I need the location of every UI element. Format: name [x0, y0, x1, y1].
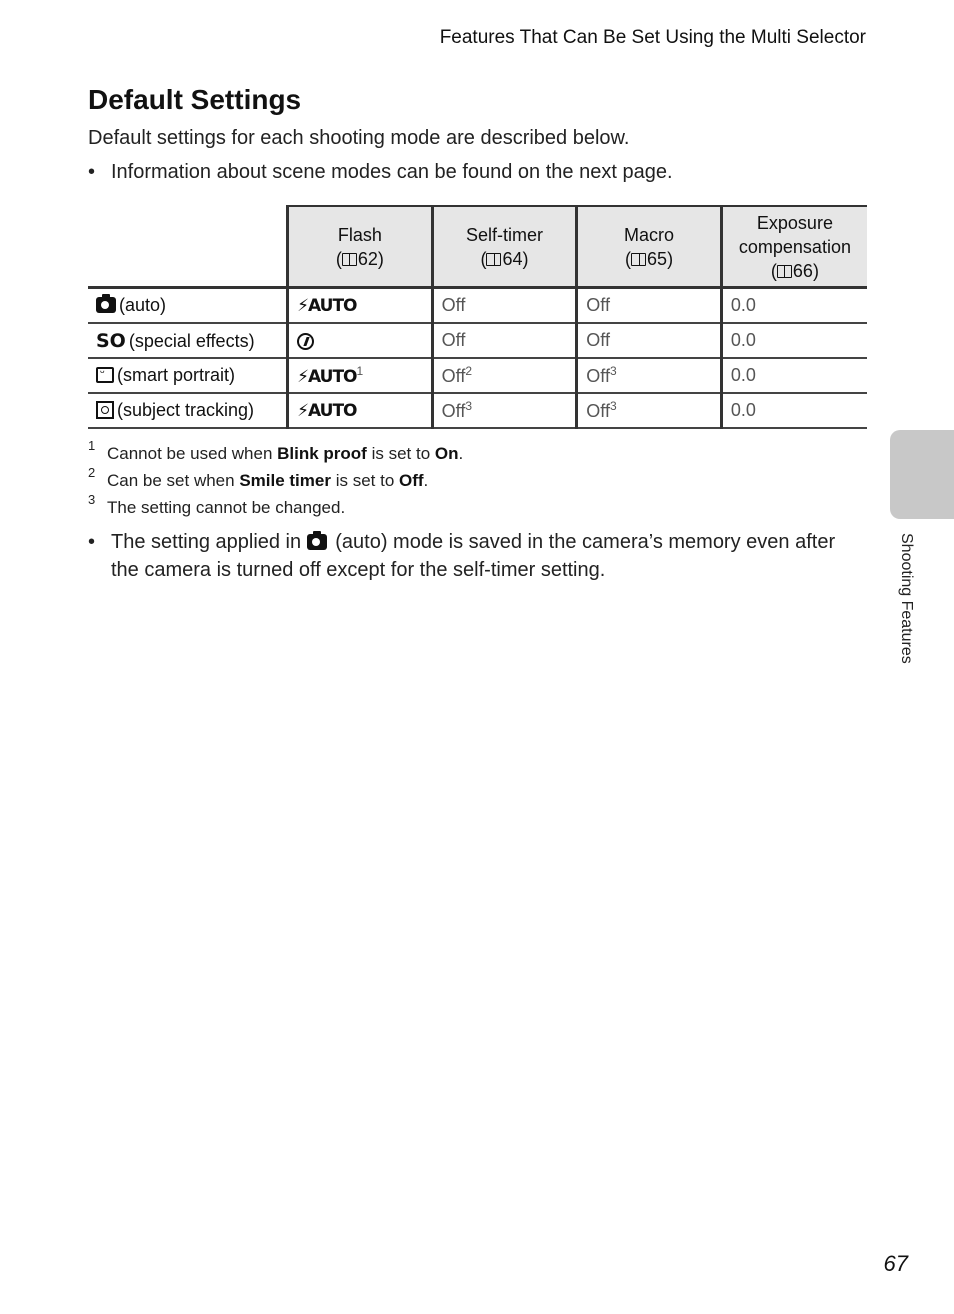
flash-cell	[288, 358, 433, 393]
header-blank	[88, 206, 288, 288]
header-label: Exposure	[756, 212, 833, 233]
book-icon	[777, 265, 792, 278]
exposure-cell	[721, 323, 867, 358]
footnote-item	[88, 494, 463, 521]
header-ref: 64	[502, 248, 523, 269]
footnote-part: is set to	[330, 471, 399, 490]
intro-text: Default settings for each shooting mode are described below.	[88, 127, 630, 149]
table-row	[88, 323, 867, 358]
header-ref: 66	[792, 260, 813, 281]
footnote-text	[107, 498, 345, 517]
book-icon	[342, 253, 357, 266]
bullet-text: Information about scene modes can be found on the next page.	[111, 161, 673, 183]
header-ref: 62	[357, 248, 378, 269]
bullet-text	[111, 528, 848, 584]
footnote-text	[107, 444, 463, 463]
camera-icon	[307, 534, 327, 550]
header-flash: Flash ( 62)	[288, 206, 433, 288]
footnote-text	[107, 471, 428, 490]
macro-cell	[577, 358, 722, 393]
special-effects-icon: SO	[96, 329, 126, 352]
exposure-cell	[721, 288, 867, 324]
subject-tracking-icon	[96, 401, 114, 419]
footnotes	[88, 440, 463, 521]
self-timer-cell	[432, 323, 577, 358]
footnote-part: Cannot be used when	[107, 444, 278, 463]
cell-value: Off	[586, 366, 610, 386]
table-header-row	[88, 206, 867, 288]
page-number: 67	[883, 1251, 908, 1276]
camera-icon	[96, 297, 116, 313]
bullet-item	[88, 528, 848, 584]
flash-auto-icon: ⚡AUTO	[297, 367, 357, 387]
exposure-cell	[721, 358, 867, 393]
cell-value: Off	[441, 295, 466, 315]
book-icon	[486, 253, 501, 266]
table-row	[88, 288, 867, 324]
footnote-ref: 3	[465, 399, 473, 413]
flash-auto-icon: ⚡AUTO	[297, 401, 357, 421]
self-timer-cell	[432, 393, 577, 428]
mode-cell	[88, 393, 288, 428]
footnote-bold: Blink proof	[277, 444, 367, 463]
mode-label: (special effects)	[128, 330, 255, 351]
bullet-part: The setting applied in	[111, 531, 307, 553]
running-header: Features That Can Be Set Using the Multi Selector	[439, 27, 866, 48]
smart-portrait-icon	[96, 367, 114, 383]
self-timer-cell	[432, 358, 577, 393]
header-label: Macro	[624, 224, 675, 245]
header-ref: 65	[647, 248, 668, 269]
cell-value: Off	[586, 295, 610, 315]
cell-value: 0.0	[730, 295, 756, 315]
self-timer-cell	[432, 288, 577, 324]
flash-auto-icon: ⚡AUTO	[297, 296, 357, 316]
bullet-item	[88, 158, 848, 186]
macro-cell	[577, 288, 722, 324]
header-macro: Macro ( 65)	[577, 206, 722, 288]
bullet-part: (auto) mode is saved in the camera’s memory even after the camera is turned off except for the self-timer setting.	[111, 531, 836, 581]
footnote-part: .	[423, 471, 429, 490]
footnote-ref: 3	[609, 364, 617, 378]
page-title: Default Settings	[88, 84, 302, 115]
chapter-tab	[890, 430, 954, 519]
cell-value: Off	[441, 401, 466, 421]
table-row	[88, 358, 867, 393]
exposure-cell	[721, 393, 867, 428]
table-row	[88, 393, 867, 428]
footnote-item	[88, 467, 463, 494]
cell-value: Off	[586, 330, 610, 350]
mode-cell	[88, 358, 288, 393]
flash-cell	[288, 393, 433, 428]
book-icon	[631, 253, 646, 266]
macro-cell	[577, 323, 722, 358]
footnote-bold: Smile timer	[239, 471, 331, 490]
header-label: Self-timer	[465, 224, 543, 245]
header-exposure-compensation: Exposure compensation ( 66)	[721, 206, 867, 288]
mode-cell	[88, 288, 288, 324]
footnote-number: 3	[88, 492, 96, 507]
mode-label: (auto)	[119, 295, 167, 315]
mode-label: (subject tracking)	[117, 400, 255, 420]
flash-cell	[288, 288, 433, 324]
cell-value: 0.0	[730, 330, 756, 350]
flash-cell	[288, 323, 433, 358]
footnote-number: 1	[88, 438, 96, 453]
macro-cell	[577, 393, 722, 428]
footnote-bold: Off	[399, 471, 424, 490]
bullet-dot: •	[88, 531, 96, 553]
footnote-part: The setting cannot be changed.	[107, 498, 346, 517]
cell-value: 0.0	[730, 400, 756, 420]
footnote-bold: On	[434, 444, 459, 463]
cell-value: Off	[441, 366, 466, 386]
footnote-ref: 2	[465, 364, 473, 378]
flash-off-icon	[297, 333, 314, 350]
cell-value: 0.0	[730, 365, 756, 385]
cell-value: Off	[586, 401, 610, 421]
footnote-part: is set to	[366, 444, 435, 463]
chapter-label: Shooting Features	[898, 533, 915, 664]
bullet-dot: •	[88, 161, 96, 183]
mode-label: (smart portrait)	[117, 365, 236, 385]
footnote-item	[88, 440, 463, 467]
footnote-part: .	[458, 444, 464, 463]
footnote-number: 2	[88, 465, 96, 480]
header-label-line2: compensation	[738, 236, 851, 257]
mode-cell	[88, 323, 288, 358]
footnote-part: Can be set when	[107, 471, 240, 490]
header-self-timer: Self-timer ( 64)	[432, 206, 577, 288]
cell-value: Off	[441, 330, 466, 350]
header-label: Flash	[337, 224, 382, 245]
footnote-ref: 1	[356, 364, 364, 378]
footnote-ref: 3	[609, 399, 617, 413]
default-settings-table	[88, 205, 867, 429]
